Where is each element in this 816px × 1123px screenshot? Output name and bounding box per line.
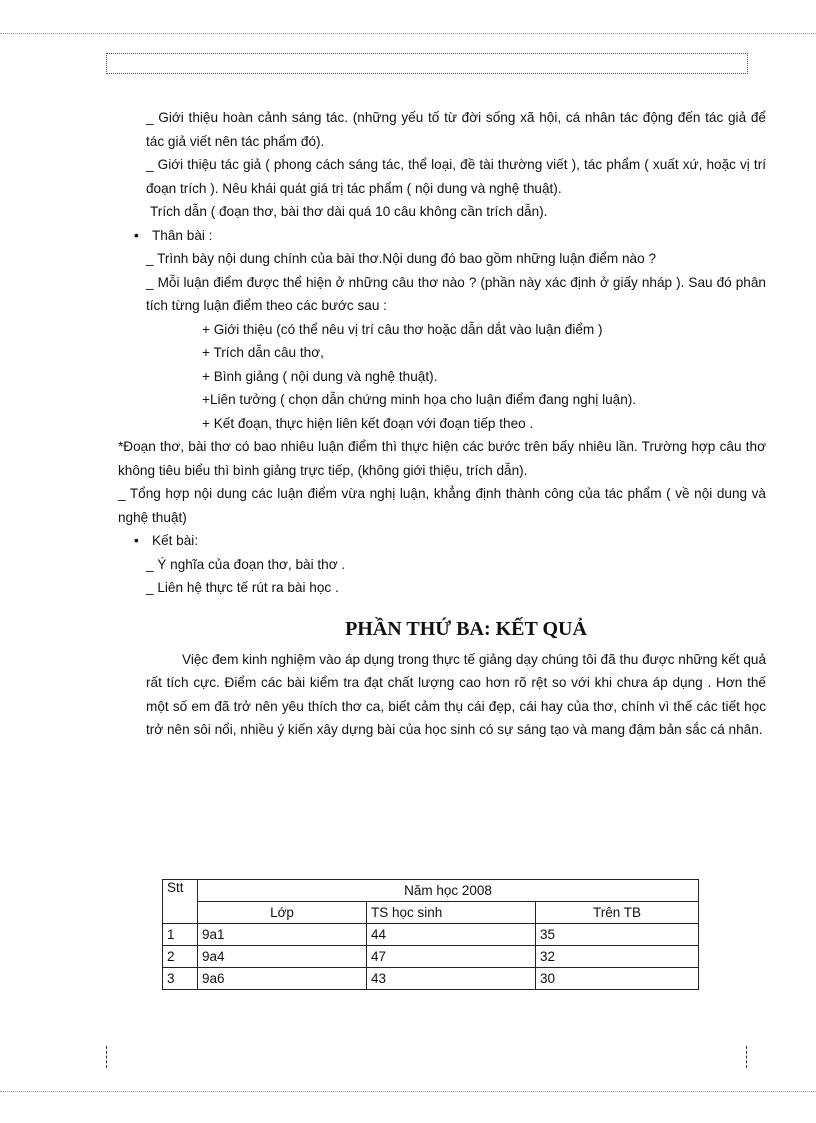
column-header: TS học sinh: [367, 902, 536, 924]
table-cell: 35: [536, 924, 699, 946]
analysis-step: +Liên tưởng ( chọn dẫn chứng minh họa cho luận điểm đang nghị luận).: [202, 392, 637, 407]
table-subheader-row: [163, 902, 699, 924]
than-bai-heading: [118, 224, 766, 248]
ket-bai-item: _ Ý nghĩa của đoạn thơ, bài thơ .: [146, 556, 346, 572]
table-row: [163, 946, 699, 968]
page-top-edge: [0, 33, 816, 34]
table-cell: 9a1: [198, 924, 367, 946]
section-title: PHẦN THỨ BA: KẾT QUẢ: [345, 617, 587, 640]
ket-bai-heading: [118, 529, 766, 553]
than-bai-label: Thân bài :: [152, 227, 213, 243]
result-paragraph: Việc đem kinh nghiệm vào áp dụng trong thực tế giảng dạy chúng tôi đã thu được những kết quả rất tích cực. Điểm các bài kiểm tra đạt chất lượng cao hơn rõ rệt so với khi chưa áp dụng . Hơn thế một số em đã trở nên yêu thích thơ ca, biết cảm thụ cái đẹp, cái hay của thơ, chính vì thế các tiết học trở nên sôi nổi, nhiều ý kiến xây dựng bài của học sinh có sự sáng tạo và mang đậm bản sắc cá nhân.: [146, 651, 766, 737]
column-header: Lớp: [198, 902, 367, 924]
table-cell: 44: [367, 924, 536, 946]
document-body: [118, 106, 766, 742]
ket-bai-item: _ Liên hệ thực tế rút ra bài học .: [146, 580, 339, 595]
table-cell: 32: [536, 946, 699, 968]
footer-margin-mark: [746, 1046, 747, 1068]
intro-item: _ Giới thiệu hoàn cảnh sáng tác. (những yếu tố từ đời sống xã hội, cá nhân tác động đến tác giả để tác giả viết nên tác phẩm đó).: [146, 110, 766, 149]
results-table: [162, 879, 699, 990]
ket-bai-label: Kết bài:: [152, 533, 199, 548]
year-header: Năm học 2008: [198, 880, 699, 902]
bullet-icon: •: [134, 533, 139, 548]
than-bai-item: _ Mỗi luận điểm được thể hiện ở những câu thơ nào ? (phần này xác định ở giấy nháp ). Sau đó phân tích từng luận điểm theo các bước sau :: [146, 274, 766, 313]
table-cell: 2: [163, 946, 198, 968]
table-cell: 1: [163, 924, 198, 946]
intro-item: _ Giới thiệu tác giả ( phong cách sáng tác, thể loại, đề tài thường viết ), tác phẩm ( xuất xứ, hoặc vị trí đoạn trích ). Nêu khái quát giá trị tác phẩm ( nội dung và nghệ thuật).: [146, 157, 766, 196]
table-row: [163, 924, 699, 946]
table-cell: 47: [367, 946, 536, 968]
table-cell: 9a4: [198, 946, 367, 968]
analysis-step: + Kết đoạn, thực hiện liên kết đoạn với đoạn tiếp theo .: [202, 415, 534, 431]
analysis-step: + Giới thiệu (có thể nêu vị trí câu thơ hoặc dẫn dắt vào luận điểm ): [202, 321, 603, 337]
table-header-row: [163, 880, 699, 902]
footer-margin-mark: [106, 1046, 107, 1068]
table-cell: 30: [536, 968, 699, 990]
stt-header: Stt: [163, 880, 198, 924]
table-cell: 9a6: [198, 968, 367, 990]
summary-paragraph: _ Tổng hợp nội dung các luận điểm vừa nghị luận, khẳng định thành công của tác phẩm ( về nội dung và nghệ thuật): [118, 486, 766, 525]
note-paragraph: *Đoạn thơ, bài thơ có bao nhiêu luận điểm thì thực hiện các bước trên bấy nhiêu lần. Trường hợp câu thơ không tiêu biểu thì bình giảng trực tiếp, (không giới thiệu, trích dẫn).: [118, 439, 766, 478]
analysis-step: + Trích dẫn câu thơ,: [202, 345, 324, 360]
intro-item: Trích dẫn ( đoạn thơ, bài thơ dài quá 10 câu không cần trích dẫn).: [150, 204, 548, 219]
table-cell: 3: [163, 968, 198, 990]
table-row: [163, 968, 699, 990]
than-bai-item: _ Trình bày nội dung chính của bài thơ.Nội dung đó bao gồm những luận điểm nào ?: [146, 251, 657, 266]
page-header-area: [106, 53, 748, 74]
page-bottom-edge: [0, 1091, 816, 1092]
bullet-icon: •: [134, 227, 139, 243]
column-header: Trên TB: [536, 902, 699, 924]
table-cell: 43: [367, 968, 536, 990]
analysis-step: + Bình giảng ( nội dung và nghệ thuật).: [202, 368, 438, 384]
